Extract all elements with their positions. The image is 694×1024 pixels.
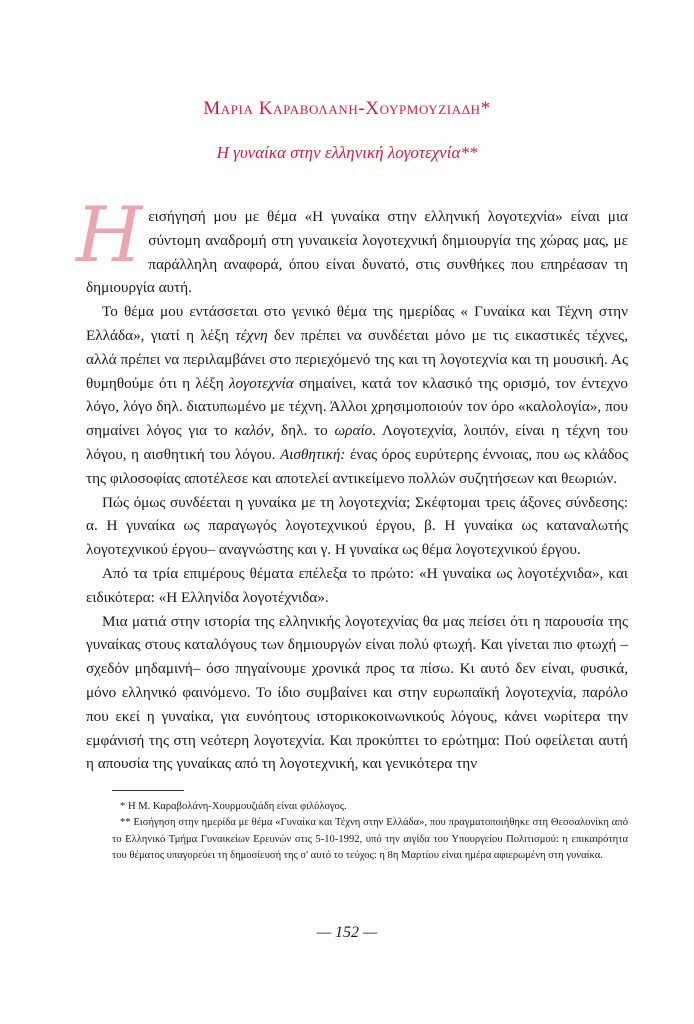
paragraph-5: Μια ματιά στην ιστορία της ελληνικής λογοτεχνίας θα μας πείσει ότι η παρουσία της γυναίκας στους καταλόγους των δημιουργών είναι πολύ φτωχή. Και γίνεται πιο φτωχή –σχεδόν μηδαμινή– όσο πηγαίνουμε χρονικά προς τα πίσω. Κι αυτό δεν είναι, φυσικά, μόνο ελληνικό φαινόμενο. Το ίδιο συμβαίνει και στην ευρωπαϊκή λογοτεχνία, παρόλο που εκεί η γυναίκα, για ευνόητους ιστορικοκοινωνικούς λόγους, κάνει νωρίτερα την εμφάνισή της στη νεότερη λογοτεχνία. Και προκύπτει το ερώτημα: Πού οφείλεται αυτή η απουσία της γυναίκας από τη λογοτεχνική, και γενικότερα την <box>86 612 628 773</box>
text-run: ένας όρος ευρύτερης έννοιας, που ως κλάδος της φιλοσοφίας αποτέλεσε και αποτελεί αντικείμενο πολλών συζητήσεων και θεωριών. <box>86 445 628 487</box>
text-run: , δηλ. το <box>270 422 335 440</box>
drop-cap: Η <box>76 190 143 279</box>
text-run: . Λογοτεχνία, λοιπόν, είναι η τέχνη του λόγου, η αισθητική του λόγου. <box>86 422 628 463</box>
footnotes <box>112 799 628 864</box>
footnote-divider <box>112 790 184 791</box>
author-name: Μαρια Καραβολανη-Χουρμουζιαδη* <box>203 98 491 119</box>
paragraph-2 <box>86 300 628 490</box>
article-body <box>76 190 628 776</box>
text-run: δεν πρέπει να συνδέεται μόνο με τις εικαστικές τέχνες, αλλά πρέπει να περιλαμβάνει στο περιεχόμενό της και τη λογοτεχνία και τη μουσική. Ας θυμηθούμε ότι η λέξη <box>86 326 628 392</box>
italic-term: καλόν <box>234 422 271 440</box>
italic-term: λογοτεχνία <box>228 374 294 392</box>
italic-term: ωραίο <box>334 422 373 440</box>
footnote-2: ** Εισήγηση στην ημερίδα με θέμα «Γυναίκα και Τέχνη στην Ελλάδα», που πραγματοποιήθηκε στη Θεσσαλονίκη από το Ελληνικό Τμήμα Γυναικείων Ερευνών στις 5-10-1992, υπό την αιγίδα του Υπουργείου Πολιτισμού: η επικαιρότητα του θέματος υπαγορεύει τη δημοσίευσή της σ' αυτό το τεύχος: η 8η Μαρτίου είναι ημέρα αφιερωμένη στη γυναίκα. <box>112 817 628 861</box>
page-number: — 152 — <box>316 924 378 941</box>
text-run: σημαίνει, κατά τον κλασικό της ορισμό, τον έντεχνο λόγο, λόγο δηλ. διατυπωμένο με τέχνη. Άλλοι χρησιμοποιούν τον όρο «καλολογία», που σημαίνει λόγος για το <box>86 374 628 440</box>
footnote-1: * Η Μ. Καραβολάνη-Χουρμουζιάδη είναι φιλόλογος. <box>120 801 347 812</box>
paragraph-1 <box>76 190 628 300</box>
italic-term: Αισθητική: <box>279 445 346 463</box>
paragraph-1-text: εισήγησή μου με θέμα «Η γυναίκα στην ελληνική λογοτεχνία» είναι μια σύντομη αναδρομή στη γυναικεία λογοτεχνική δημιουργία της χώρας μας, με παράλληλη αναφορά, όπου είναι δυνατό, στις συνθήκες που επηρέασαν τη δημιουργία αυτή. <box>86 208 628 297</box>
text-run: Το θέμα μου εντάσσεται στο γενικό θέμα της ημερίδας « Γυναίκα και Τέχνη στην Ελλάδα», γιατί η λέξη <box>86 303 628 344</box>
paragraph-4: Από τα τρία επιμέρους θέματα επέλεξα το πρώτο: «Η γυναίκα ως λογοτέχνιδα», και ειδικότερα: «Η Ελληνίδα λογοτέχνιδα». <box>86 564 628 606</box>
italic-term: τέχνη <box>235 326 268 344</box>
paragraph-3: Πώς όμως συνδέεται η γυναίκα με τη λογοτεχνία; Σκέφτομαι τρεις άξονες σύνδεσης: α. Η γυναίκα ως παραγωγός λογοτεχνικού έργου, β. Η γυναίκα ως καταναλωτής λογοτεχνικού έργου– αναγνώστης και γ. Η γυναίκα ως θέμα λογοτεχνικού έργου. <box>86 493 628 559</box>
article-title: Η γυναίκα στην ελληνική λογοτεχνία** <box>216 143 478 162</box>
